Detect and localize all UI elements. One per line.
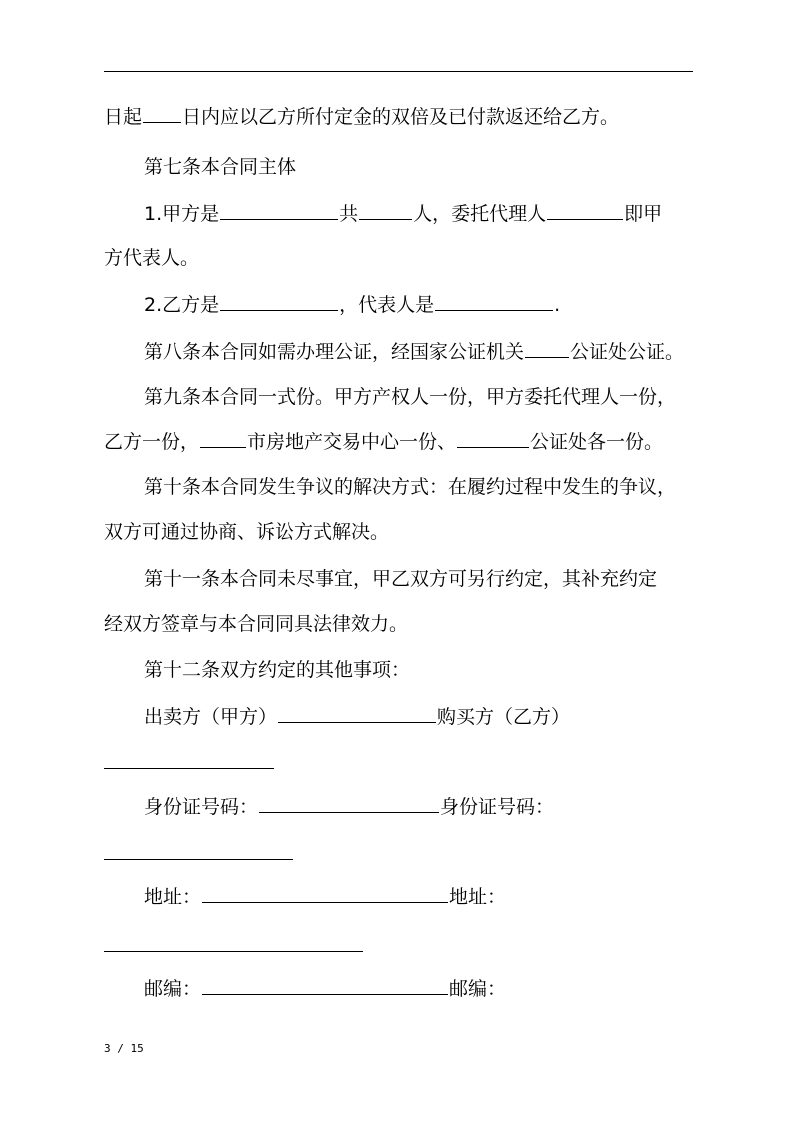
zipcode-label: 邮编： [144,978,202,1000]
text: 公证处公证。 [570,341,685,363]
id-number-line [144,795,554,819]
blank-field [457,430,529,448]
zipcode-line [144,977,506,1001]
zipcode-blank [202,977,448,995]
text: 共 [339,203,359,225]
id-label: 身份证号码： [440,796,555,818]
blank-field [200,430,246,448]
article-10: 第十条本合同发生争议的解决方式：在履约过程中发生的争议， [144,476,677,498]
blank-field [435,293,553,311]
paragraph-line: 双方可通过协商、诉讼方式解决。 [104,521,390,543]
article-11: 第十一条本合同未尽事宜，甲乙双方可另行约定，其补充约定 [144,568,658,590]
blank-field [359,202,412,220]
article-8 [144,340,684,364]
text: . [554,294,561,316]
blank-field [547,202,623,220]
article-7-item-1 [144,202,662,226]
buyer-blank [104,768,274,769]
text: 人，委托代理人 [413,203,547,225]
seller-blank [278,705,436,723]
article-7-title: 第七条本合同主体 [144,156,297,178]
blank-field [220,293,338,311]
text: 日起 [104,106,143,128]
zipcode-label: 邮编： [449,978,507,1000]
article-12: 第十二条双方约定的其他事项： [144,659,411,681]
id-label: 身份证号码： [144,796,259,818]
text: 乙方一份， [104,431,200,453]
article-7-item-2 [144,293,560,317]
id-blank [104,859,293,860]
blank-field [143,105,181,123]
paragraph-line: 方代表人。 [104,247,200,269]
text: 1.甲方是 [144,203,220,225]
text: ，代表人是 [339,294,435,316]
text: 市房地产交易中心一份、 [247,431,457,453]
paragraph-line [104,430,663,454]
blank-field [525,340,569,358]
text: 公证处各一份。 [530,431,664,453]
page-number: 3 / 15 [104,1042,144,1055]
address-blank [104,951,363,952]
blank-field [220,202,338,220]
address-line [144,885,506,909]
header-rule [104,71,693,72]
paragraph-line: 经双方签章与本合同同具法律效力。 [104,613,409,635]
id-blank [259,795,439,813]
buyer-label: 购买方（乙方） [437,706,571,728]
address-label: 地址： [449,886,507,908]
paragraph-line [104,105,619,129]
seller-label: 出卖方（甲方） [144,706,278,728]
article-9: 第九条本合同一式份。甲方产权人一份，甲方委托代理人一份， [144,386,677,408]
text: 2.乙方是 [144,294,220,316]
address-label: 地址： [144,886,202,908]
text: 即甲 [624,203,663,225]
signature-parties-line [144,705,570,729]
address-blank [202,885,448,903]
text: 日内应以乙方所付定金的双倍及已付款返还给乙方。 [182,106,620,128]
text: 第八条本合同如需办理公证，经国家公证机关 [144,341,525,363]
